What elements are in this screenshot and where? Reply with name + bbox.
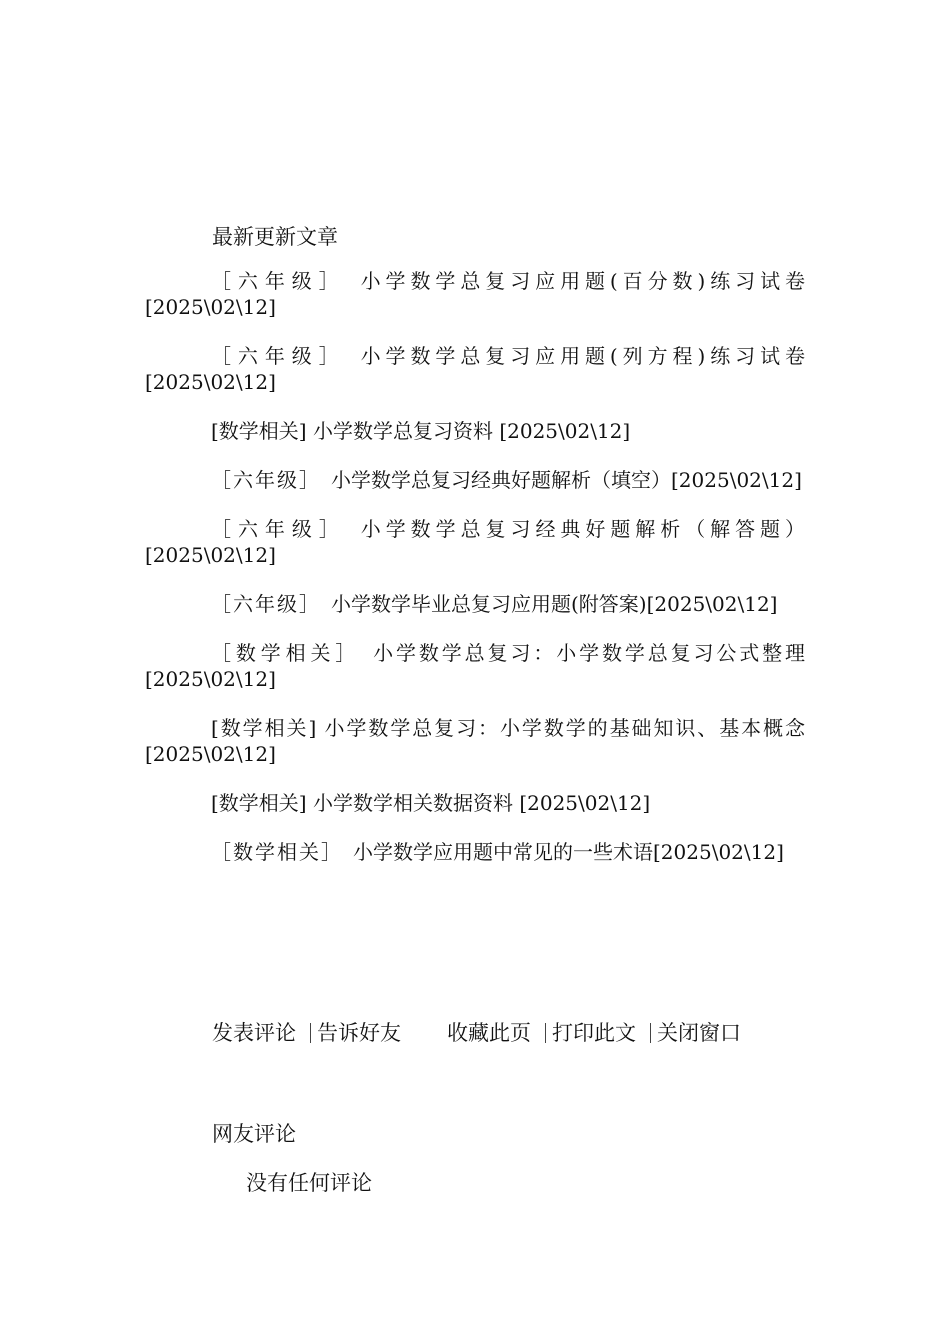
article-title: 小学数学总复习资料: [312, 419, 493, 443]
article-date: [2025\02\12]: [145, 667, 276, 691]
article-date: [2025\02\12]: [499, 419, 631, 443]
article-category: ［六年级］: [211, 592, 321, 616]
article-title: 小学数学总复习：小学数学总复习公式整理: [370, 641, 806, 665]
article-link[interactable]: [145, 516, 805, 568]
article-category: ［六年级］: [211, 517, 346, 541]
latest-articles-heading: 最新更新文章: [212, 225, 338, 249]
article-link[interactable]: [145, 343, 805, 395]
article-category: ［六年级］: [211, 269, 346, 293]
bookmark-link[interactable]: 收藏此页: [447, 1021, 531, 1045]
article-date: [2025\02\12]: [145, 543, 276, 567]
article-link[interactable]: [145, 268, 805, 320]
article-link[interactable]: [145, 839, 805, 865]
article-title: 小学数学总复习应用题(百分数)练习试卷: [355, 269, 806, 293]
article-date: [2025\02\12]: [671, 468, 802, 492]
article-category: [数学相关]: [211, 716, 317, 740]
divider: [545, 1023, 546, 1043]
comments-heading: 网友评论: [212, 1122, 296, 1146]
article-title: 小学数学总复习经典好题解析（解答题）: [355, 517, 806, 541]
article-category: [数学相关]: [211, 419, 307, 443]
article-date: [2025\02\12]: [519, 791, 651, 815]
article-actions: [212, 1020, 741, 1046]
article-link[interactable]: [145, 715, 805, 767]
article-link[interactable]: [145, 790, 805, 816]
post-comment-link[interactable]: 发表评论: [212, 1021, 296, 1045]
article-title: 小学数学总复习经典好题解析（填空）: [331, 468, 671, 492]
article-category: [数学相关]: [211, 791, 307, 815]
print-link[interactable]: 打印此文: [552, 1021, 636, 1045]
article-date: [2025\02\12]: [145, 295, 276, 319]
article-category: ［六年级］: [211, 468, 321, 492]
article-link[interactable]: [145, 591, 805, 617]
article-category: ［数学相关］: [211, 840, 343, 864]
article-list: [145, 268, 805, 888]
article-category: ［数学相关］: [211, 641, 361, 665]
article-link[interactable]: [145, 640, 805, 692]
tell-friend-link[interactable]: 告诉好友: [317, 1021, 401, 1045]
article-date: [2025\02\12]: [145, 370, 276, 394]
article-title: 小学数学总复习应用题(列方程)练习试卷: [355, 344, 806, 368]
article-link[interactable]: [145, 418, 805, 444]
no-comments-message: 没有任何评论: [246, 1171, 372, 1195]
close-window-link[interactable]: 关闭窗口: [657, 1021, 741, 1045]
article-link[interactable]: [145, 467, 805, 493]
article-title: 小学数学应用题中常见的一些术语: [353, 840, 653, 864]
article-date: [2025\02\12]: [145, 742, 276, 766]
article-date: [2025\02\12]: [653, 840, 784, 864]
article-title: 小学数学毕业总复习应用题(附答案): [331, 592, 647, 616]
article-title: 小学数学相关数据资料: [312, 791, 513, 815]
divider: [310, 1023, 311, 1043]
article-date: [2025\02\12]: [646, 592, 778, 616]
article-category: ［六年级］: [211, 344, 346, 368]
article-title: 小学数学总复习：小学数学的基础知识、基本概念: [324, 716, 806, 740]
divider: [650, 1023, 651, 1043]
